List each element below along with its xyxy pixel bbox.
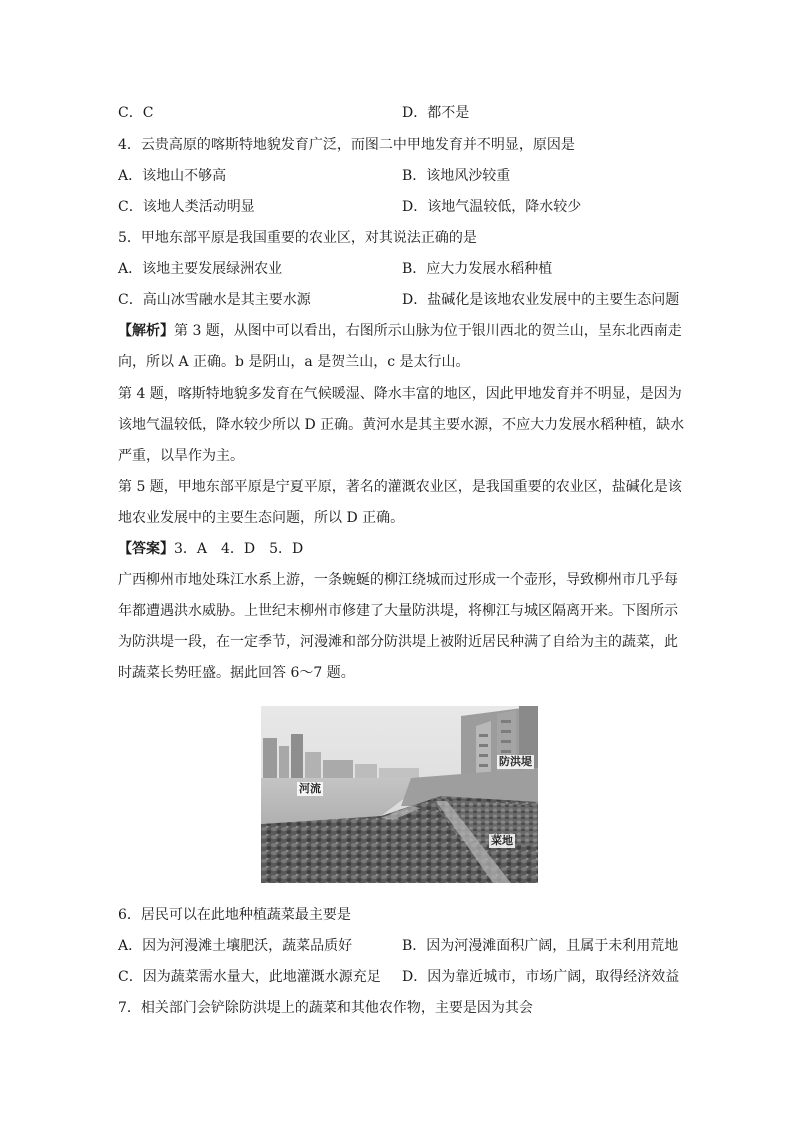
analysis-line-3: 第 4 题，喀斯特地貌多发育在气候暖湿、降水丰富的地区，因此甲地发育并不明显，是因为 [118,386,682,402]
q4-stem: 4．云贵高原的喀斯特地貌发育广泛，而图二中甲地发育并不明显，原因是 [118,137,575,153]
q7-stem: 7．相关部门会铲除防洪堤上的蔬菜和其他农作物，主要是因为其会 [118,1000,533,1016]
q6-option-a: A．因为河漫滩土壤肥沃，蔬菜品质好 [118,938,353,954]
levee-vegetable-photo [261,706,538,883]
q4-option-d: D．该地气温较低，降水较少 [402,199,582,215]
passage-line-2: 年都遭遇洪水威胁。上世纪末柳州市修建了大量防洪堤，将柳江与城区隔离开来。下图所示 [118,603,678,619]
q6-option-b: B．因为河漫滩面积广阔，且属于未利用荒地 [402,938,679,954]
passage-line-3: 为防洪堤一段，在一定季节，河漫滩和部分防洪堤上被附近居民种满了自给为主的蔬菜，此 [118,634,678,650]
q3-option-c: C．C [118,105,154,121]
q5-stem: 5．甲地东部平原是我国重要的农业区，对其说法正确的是 [118,230,477,246]
passage-line-1: 广西柳州市地处珠江水系上游，一条蜿蜒的柳江绕城而过形成一个壶形，导致柳州市几乎每 [118,572,678,588]
answer-label: 【答案】 [118,541,174,557]
q4-option-c: C．该地人类活动明显 [118,199,255,215]
analysis-text: 第 3 题，从图中可以看出，右图所示山脉为位于银川西北的贺兰山，呈东北西南走 [174,323,682,339]
q5-option-a: A．该地主要发展绿洲农业 [118,261,283,277]
q3-option-d: D．都不是 [402,105,470,121]
analysis-line-1 [118,321,682,341]
river-label: 河流 [299,782,321,795]
q6-stem: 6．居民可以在此地种植蔬菜最主要是 [118,907,351,923]
analysis-line-6: 第 5 题，甲地东部平原是宁夏平原，著名的灌溉农业区，是我国重要的农业区，盐碱化是该 [118,479,682,495]
q4-option-a: A．该地山不够高 [118,168,227,184]
farmland-label: 菜地 [491,834,513,847]
analysis-label: 【解析】 [118,323,174,339]
analysis-line-2: 向，所以 A 正确。b 是阴山，a 是贺兰山，c 是太行山。 [118,354,470,370]
levee-label: 防洪堤 [499,755,532,768]
q6-option-d: D．因为靠近城市，市场广阔，取得经济效益 [402,969,680,985]
answer-line [118,539,303,559]
q5-option-d: D．盐碱化是该地农业发展中的主要生态问题 [402,292,680,308]
answer-text: 3．A 4．D 5．D [174,541,304,557]
q5-option-c: C．高山冰雪融水是其主要水源 [118,292,311,308]
q4-option-b: B．该地风沙较重 [402,168,511,184]
passage-line-4: 时蔬菜长势旺盛。据此回答 6～7 题。 [118,665,355,681]
q6-option-c: C．因为蔬菜需水量大，此地灌溉水源充足 [118,969,381,985]
analysis-line-5: 严重，以旱作为主。 [118,448,244,464]
q5-option-b: B．应大力发展水稻种植 [402,261,553,277]
analysis-line-4: 该地气温较低，降水较少所以 D 正确。黄河水是其主要水源，不应大力发展水稻种植，缺水 [118,417,685,433]
analysis-line-7: 地农业发展中的主要生态问题，所以 D 正确。 [118,510,405,526]
